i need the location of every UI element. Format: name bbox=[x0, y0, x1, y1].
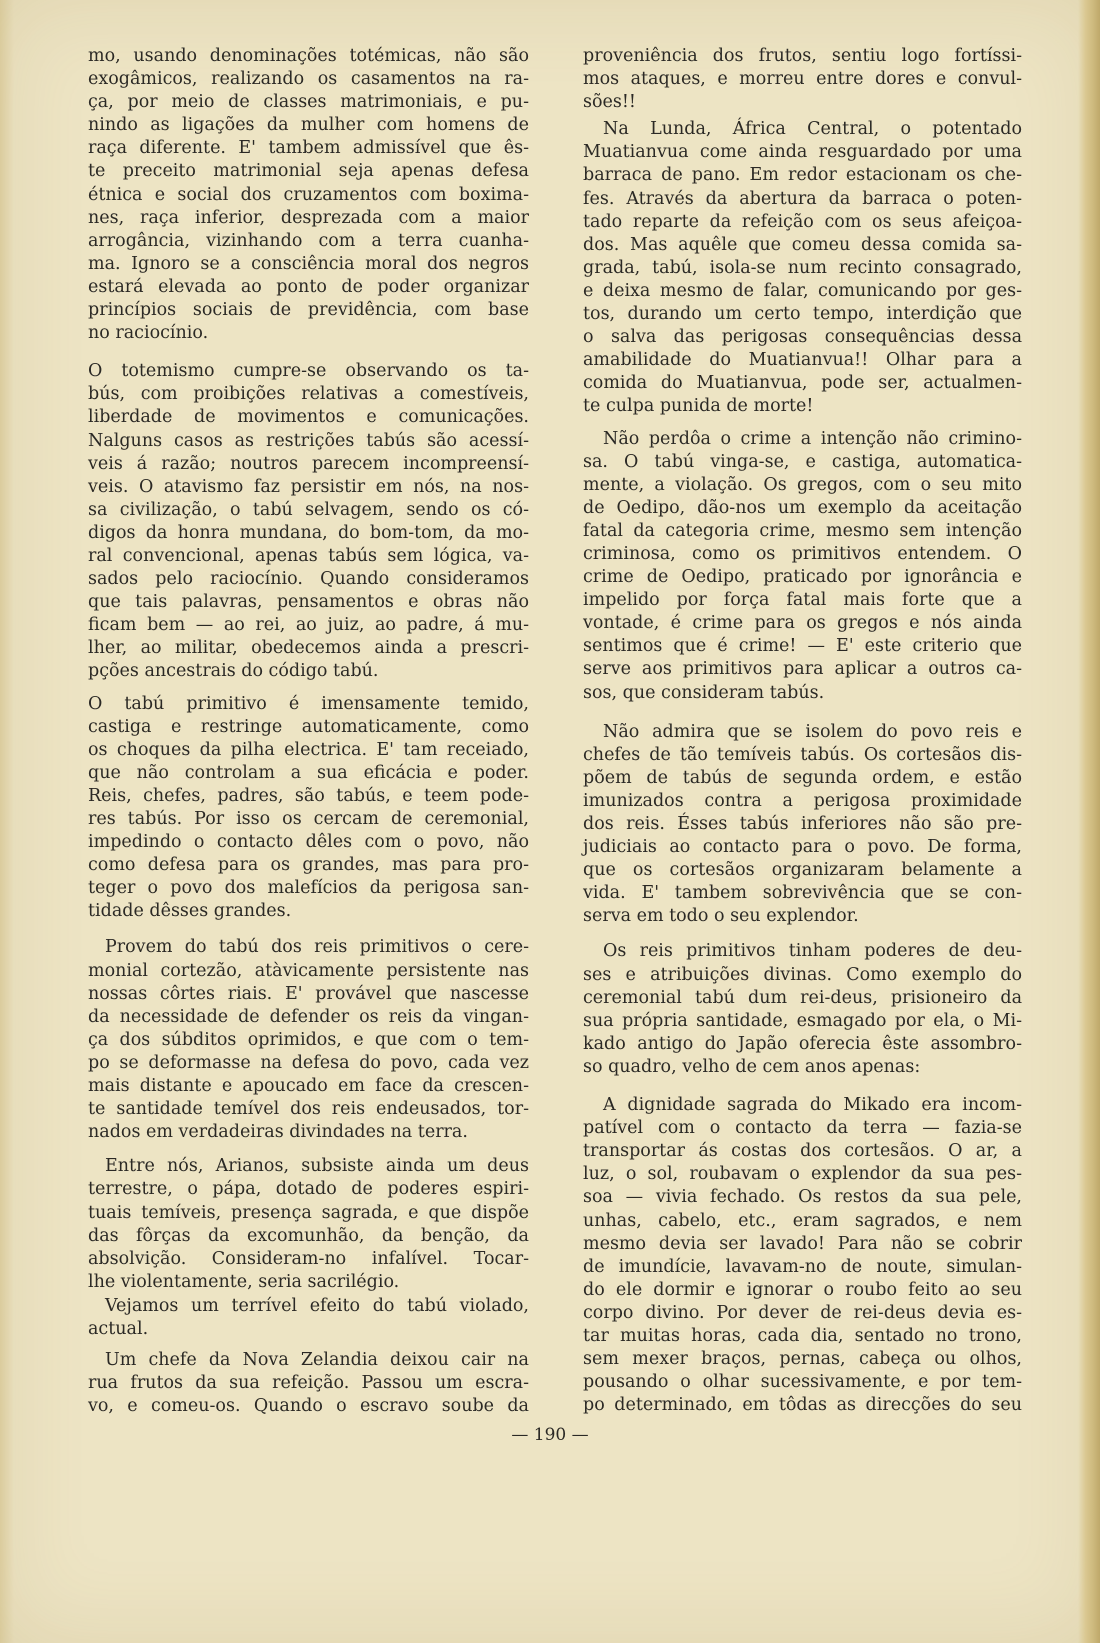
text-line: criminosa, como os primitivos entendem. O bbox=[583, 543, 1022, 564]
text-line: transportar ás costas dos cortesãos. O ar, a bbox=[583, 1141, 1022, 1162]
text-line: que não controlam a sua eficácia e poder. bbox=[88, 762, 529, 783]
text-line: serve aos primitivos para aplicar a outros ca- bbox=[583, 659, 1022, 680]
text-line: po determinado, em tôdas as direcções do seu bbox=[583, 1395, 1022, 1416]
text-line: nes, raça inferior, desprezada com a maior bbox=[88, 207, 529, 228]
text-line: sados pelo raciocínio. Quando consideramos bbox=[88, 569, 529, 590]
text-line: Vejamos um terrível efeito do tabú violado, bbox=[105, 1295, 529, 1316]
text-line: Um chefe da Nova Zelandia deixou cair na bbox=[105, 1350, 529, 1371]
text-line: Os reis primitivos tinham poderes de deu- bbox=[603, 941, 1022, 962]
text-line: Não admira que se isolem do povo reis e bbox=[603, 721, 1022, 742]
text-line: tar muitas horas, cada dia, sentado no trono, bbox=[583, 1325, 1022, 1346]
page-edge-right bbox=[1078, 0, 1100, 1643]
text-line: patível com o contacto da terra — fazia-se bbox=[583, 1118, 1022, 1139]
text-line: comida do Muatianvua, pode ser, actualmen- bbox=[583, 373, 1022, 394]
text-line: te culpa punida de morte! bbox=[583, 396, 814, 417]
paragraph bbox=[88, 1295, 529, 1341]
text-line: O tabú primitivo é imensamente temido, bbox=[88, 693, 529, 714]
text-line: do ele dormir e ignorar o roubo feito ao seu bbox=[583, 1279, 1022, 1300]
text-line: princípios sociais de previdência, com base bbox=[88, 300, 529, 321]
text-line: tado reparte da refeição com os seus afeiçoa- bbox=[583, 211, 1022, 232]
text-line: crime de Oedipo, praticado por ignorância e bbox=[583, 567, 1022, 588]
text-line: nindo as ligações da mulher com homens de bbox=[88, 115, 529, 136]
text-line: dos reis. Ésses tabús inferiores não são pre- bbox=[583, 814, 1022, 834]
paragraph bbox=[583, 1094, 1022, 1417]
text-line: unhas, cabelo, etc., eram sagrados, e nem bbox=[583, 1210, 1022, 1231]
text-line: bús, com proibições relativas a comestíveis, bbox=[88, 384, 529, 405]
text-line: lher, ao militar, obedecemos ainda a prescri- bbox=[88, 638, 529, 659]
text-line: sua própria santidade, esmagado por ela, o Mi- bbox=[583, 1010, 1022, 1031]
paragraph bbox=[88, 45, 529, 345]
text-line: pousando o olhar sucessivamente, e por tem- bbox=[583, 1372, 1022, 1393]
text-line: ral convencional, apenas tabús sem lógica, va- bbox=[88, 545, 529, 566]
text-line: serva em todo o seu explendor. bbox=[583, 906, 859, 927]
text-line: kado antigo do Japão oferecia êste assombro- bbox=[583, 1033, 1022, 1054]
text-line: mente, a violação. Os gregos, com o seu mito bbox=[583, 474, 1022, 495]
text-line: proveniência dos frutos, sentiu logo fortíssi- bbox=[583, 46, 1022, 66]
page-edge-left bbox=[0, 0, 14, 1643]
text-line: vida. E' tambem sobrevivência que se con- bbox=[583, 883, 1022, 904]
page-number: — 190 — bbox=[511, 1425, 589, 1445]
text-line: Entre nós, Arianos, subsiste ainda um deus bbox=[105, 1156, 529, 1177]
text-line: digos da honra mundana, do bom-tom, da mo- bbox=[88, 522, 529, 543]
text-line: Nalguns casos as restrições tabús são acessí- bbox=[88, 430, 529, 451]
left-column bbox=[88, 45, 529, 1418]
text-line: actual. bbox=[88, 1318, 149, 1339]
text-line: luz, o sol, roubavam o explendor da sua pes- bbox=[583, 1164, 1022, 1185]
text-line: A dignidade sagrada do Mikado era incom- bbox=[603, 1095, 1022, 1116]
text-line: terrestre, o pápa, dotado de poderes espiri- bbox=[88, 1179, 529, 1200]
text-line: o salva das perigosas consequências dessa bbox=[583, 327, 1022, 348]
text-line: soa — vivia fechado. Os restos da sua pele, bbox=[583, 1187, 1022, 1208]
text-line: po se deformasse na defesa do povo, cada vez bbox=[88, 1052, 529, 1073]
text-line: Provem do tabú dos reis primitivos o cere- bbox=[105, 937, 529, 958]
text-line: te santidade temível dos reis endeusados, tor- bbox=[88, 1099, 529, 1120]
text-line: fes. Através da abertura da barraca o poten- bbox=[583, 188, 1022, 209]
text-line: te preceito matrimonial seja apenas defesa bbox=[88, 161, 529, 182]
text-line: tos, durando um certo tempo, interdição que bbox=[583, 304, 1022, 325]
paragraph bbox=[88, 1155, 529, 1294]
paragraph bbox=[88, 1349, 529, 1418]
paragraph bbox=[88, 693, 529, 924]
text-line: põem de tabús de segunda ordem, e estão bbox=[583, 767, 1022, 788]
text-line: de Oedipo, dão-nos um exemplo da aceitação bbox=[583, 497, 1022, 518]
text-line: sa. O tabú vinga-se, e castiga, automatica- bbox=[583, 451, 1022, 472]
text-line: veis á razão; noutros parecem incompreensí- bbox=[88, 453, 529, 474]
text-line: ficam bem — ao rei, ao juiz, ao padre, á mu- bbox=[88, 615, 529, 636]
text-line: no raciocínio. bbox=[88, 323, 209, 344]
text-line: mais distante e apoucado em face da crescen- bbox=[88, 1076, 529, 1097]
text-line: mos ataques, e morreu entre dores e convul- bbox=[583, 69, 1022, 90]
text-line: raça diferente. E' tambem admissível que ês- bbox=[88, 138, 529, 159]
text-line: judiciais ao contacto para o povo. De forma, bbox=[583, 837, 1022, 858]
text-line: castiga e restringe automaticamente, como bbox=[88, 716, 529, 737]
text-line: tidade dêsses grandes. bbox=[88, 901, 292, 922]
text-line: teger o povo dos malefícios da perigosa san- bbox=[88, 878, 529, 899]
text-line: Muatianvua come ainda resguardado por uma bbox=[583, 142, 1022, 163]
text-line: sentimos que é crime! — E' este criterio que bbox=[583, 636, 1022, 657]
text-line: e deixa mesmo de falar, comunicando por ges- bbox=[583, 280, 1022, 301]
text-line: que tais palavras, pensamentos e obras não bbox=[88, 592, 529, 613]
text-line: mo, usando denominações totémicas, não são bbox=[88, 46, 529, 66]
text-line: vontade, é crime para os gregos e nós ainda bbox=[583, 613, 1022, 634]
paragraph bbox=[583, 428, 1022, 705]
text-line: liberdade de movimentos e comunicações. bbox=[88, 407, 529, 428]
text-line: nados em verdadeiras divindades na terra. bbox=[88, 1122, 468, 1143]
text-line: lhe violentamente, seria sacrilégio. bbox=[88, 1271, 400, 1292]
text-line: res tabús. Por isso os cercam de ceremonial, bbox=[88, 809, 529, 829]
text-line: Não perdôa o crime a intenção não crimino- bbox=[603, 428, 1022, 449]
text-line: fatal da categoria crime, mesmo sem intenção bbox=[583, 520, 1022, 541]
text-line: exogâmicos, realizando os casamentos na ra- bbox=[88, 69, 529, 90]
text-line: da necessidade de defender os reis da vingan- bbox=[88, 1006, 529, 1027]
paragraph bbox=[583, 940, 1022, 1079]
text-line: impedindo o contacto dêles com o povo, não bbox=[88, 832, 529, 853]
paragraph bbox=[583, 45, 1022, 114]
text-line: impelido por força fatal mais forte que a bbox=[583, 590, 1022, 611]
text-line: amabilidade do Muatianvua!! Olhar para a bbox=[583, 350, 1022, 371]
text-line: so quadro, velho de cem anos apenas: bbox=[583, 1056, 921, 1077]
text-line: ceremonial tabú dum rei-deus, prisioneiro da bbox=[583, 987, 1022, 1008]
text-line: ma. Ignoro se a consciência moral dos negros bbox=[88, 253, 529, 274]
text-line: ses e atribuições divinas. Como exemplo do bbox=[583, 964, 1022, 985]
text-line: das fôrças da excomunhão, da benção, da bbox=[88, 1225, 529, 1246]
text-line: O totemismo cumpre-se observando os ta- bbox=[88, 361, 529, 382]
text-line: que os cortesãos organizaram belamente a bbox=[583, 860, 1022, 881]
text-line: dos. Mas aquêle que comeu dessa comida sa- bbox=[583, 234, 1022, 255]
text-line: corpo divino. Por dever de rei-deus devia es- bbox=[583, 1302, 1022, 1323]
text-line: sem mexer braços, pernas, cabeça ou olhos, bbox=[583, 1349, 1022, 1370]
text-line: nossas côrtes riais. E' provável que nascesse bbox=[88, 983, 529, 1004]
text-line: como defesa para os grandes, mas para pro- bbox=[88, 855, 529, 876]
text-line: sões!! bbox=[583, 92, 636, 113]
text-line: os choques da pilha electrica. E' tam receiado, bbox=[88, 739, 529, 760]
paragraph bbox=[88, 360, 529, 683]
paragraph bbox=[88, 936, 529, 1144]
text-line: absolvição. Consideram-no infalível. Tocar- bbox=[88, 1248, 529, 1269]
text-line: rua frutos da sua refeição. Passou um escra- bbox=[88, 1373, 529, 1394]
text-line: mesmo devia ser lavado! Para não se cobrir bbox=[583, 1233, 1022, 1254]
text-line: arrogância, vizinhando com a terra cuanha- bbox=[88, 230, 529, 251]
text-line: chefes de tão temíveis tabús. Os cortesãos dis- bbox=[583, 744, 1022, 765]
right-column bbox=[583, 45, 1022, 1417]
text-line: ça, por meio de classes matrimoniais, e pu- bbox=[88, 92, 529, 113]
text-line: barraca de pano. Em redor estacionam os che- bbox=[583, 165, 1022, 186]
paragraph bbox=[583, 721, 1022, 929]
text-line: vo, e comeu-os. Quando o escravo soube da bbox=[88, 1396, 529, 1417]
text-line: sa civilização, o tabú selvagem, sendo os có- bbox=[88, 499, 529, 520]
text-line: Reis, chefes, padres, são tabús, e teem pode- bbox=[88, 785, 529, 806]
paragraph bbox=[583, 118, 1022, 418]
text-line: Na Lunda, África Central, o potentado bbox=[603, 119, 1022, 140]
text-line: pções ancestrais do código tabú. bbox=[88, 661, 379, 682]
text-line: imunizados contra a perigosa proximidade bbox=[583, 790, 1022, 811]
text-line: étnica e social dos cruzamentos com boxima- bbox=[88, 184, 529, 205]
text-line: veis. O atavismo faz persistir em nós, na nos- bbox=[88, 476, 529, 497]
text-line: monial cortezão, atàvicamente persistente nas bbox=[88, 960, 529, 981]
text-line: de imundície, lavavam-no de noute, simulan- bbox=[583, 1256, 1022, 1277]
text-line: estará elevada ao ponto de poder organizar bbox=[88, 276, 529, 297]
text-line: ça dos súbditos oprimidos, e que com o tem- bbox=[88, 1029, 529, 1050]
text-line: tuais temíveis, presença sagrada, e que dispõe bbox=[88, 1202, 529, 1223]
text-line: grada, tabú, isola-se num recinto consagrado, bbox=[583, 257, 1022, 278]
text-line: sos, que consideram tabús. bbox=[583, 682, 825, 703]
